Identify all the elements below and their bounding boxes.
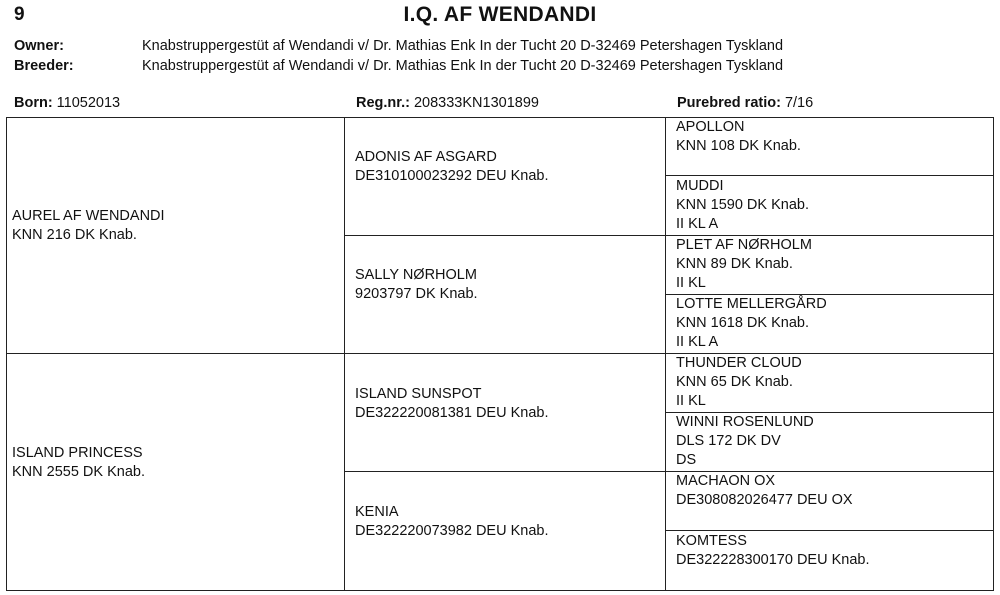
sss-reg: KNN 108 DK Knab. [676,138,801,154]
dd-name: KENIA [355,504,399,520]
sdd-reg: KNN 1618 DK Knab. [676,315,809,331]
pedigree-ssd [676,177,809,234]
dss-name: THUNDER CLOUD [676,355,802,371]
dss-extra: II KL [676,393,706,409]
pedigree-sss [676,118,801,156]
ddd-name: KOMTESS [676,533,747,549]
dds-reg: DE308082026477 DEU OX [676,492,853,508]
pedigree-sdd [676,295,827,352]
breeder-label: Breeder: [14,58,74,74]
sdd-extra: II KL A [676,334,719,350]
pedigree-dam [12,444,145,482]
divider-gen1 [7,353,344,354]
ssd-reg: KNN 1590 DK Knab. [676,197,809,213]
dam-name: ISLAND PRINCESS [12,445,143,461]
divider-gen2-c [344,471,665,472]
sdd-name: LOTTE MELLERGÅRD [676,296,827,312]
pedigree-sds [676,236,812,293]
born-value: 11052013 [56,95,121,111]
ss-reg: DE310100023292 DEU Knab. [355,168,549,184]
owner-value: Knabstruppergestüt af Wendandi v/ Dr. Mathias Enk In der Tucht 20 D-32469 Petershagen Tyskland [142,38,784,54]
born-label: Born: [14,95,53,111]
born-field [14,95,120,111]
owner-label: Owner: [14,38,64,54]
pedigree-sire [12,207,165,245]
ssd-extra: II KL A [676,216,719,232]
dam-reg: KNN 2555 DK Knab. [12,464,145,480]
regnr-field [356,95,539,111]
divider-col-1 [344,118,345,590]
ssd-name: MUDDI [676,178,724,194]
dd-reg: DE322220073982 DEU Knab. [355,523,549,539]
sire-name: AUREL AF WENDANDI [12,208,165,224]
dss-reg: KNN 65 DK Knab. [676,374,793,390]
divider-gen2-a [344,235,665,236]
dds-name: MACHAON OX [676,473,776,489]
ss-name: ADONIS AF ASGARD [355,149,497,165]
sds-reg: KNN 89 DK Knab. [676,256,793,272]
pedigree-sire-dam [355,266,478,304]
ds-reg: DE322220081381 DEU Knab. [355,405,549,421]
pedigree-ddd [676,532,869,570]
dsd-reg: DLS 172 DK DV [676,433,781,449]
pedigree-dam-sire [355,385,548,423]
purebred-label: Purebred ratio: [677,95,781,111]
dsd-extra: DS [676,452,697,468]
divider-col-2 [665,118,666,590]
regnr-label: Reg.nr.: [356,95,410,111]
pedigree-dds [676,472,853,510]
regnr-value: 208333KN1301899 [413,95,539,111]
sd-name: SALLY NØRHOLM [355,267,477,283]
pedigree-dss [676,354,802,411]
divider-gen3-g [665,530,993,531]
ds-name: ISLAND SUNSPOT [355,386,482,402]
breeder-value: Knabstruppergestüt af Wendandi v/ Dr. Mathias Enk In der Tucht 20 D-32469 Petershagen Tyskland [142,58,784,74]
sd-reg: 9203797 DK Knab. [355,286,478,302]
divider-gen2-b [344,353,665,354]
purebred-field [677,95,813,111]
pedigree-dsd [676,413,814,470]
sss-name: APOLLON [676,119,745,135]
divider-gen3-a [665,175,993,176]
horse-name-title: I.Q. AF WENDANDI [403,3,597,26]
pedigree-dam-dam [355,503,548,541]
catalog-number: 9 [14,4,25,25]
ddd-reg: DE322228300170 DEU Knab. [676,552,870,568]
pedigree-table [6,117,994,591]
pedigree-sire-sire [355,148,548,186]
purebred-value: 7/16 [784,95,814,111]
sds-name: PLET AF NØRHOLM [676,237,812,253]
sire-reg: KNN 216 DK Knab. [12,227,137,243]
dsd-name: WINNI ROSENLUND [676,414,814,430]
sds-extra: II KL [676,275,706,291]
